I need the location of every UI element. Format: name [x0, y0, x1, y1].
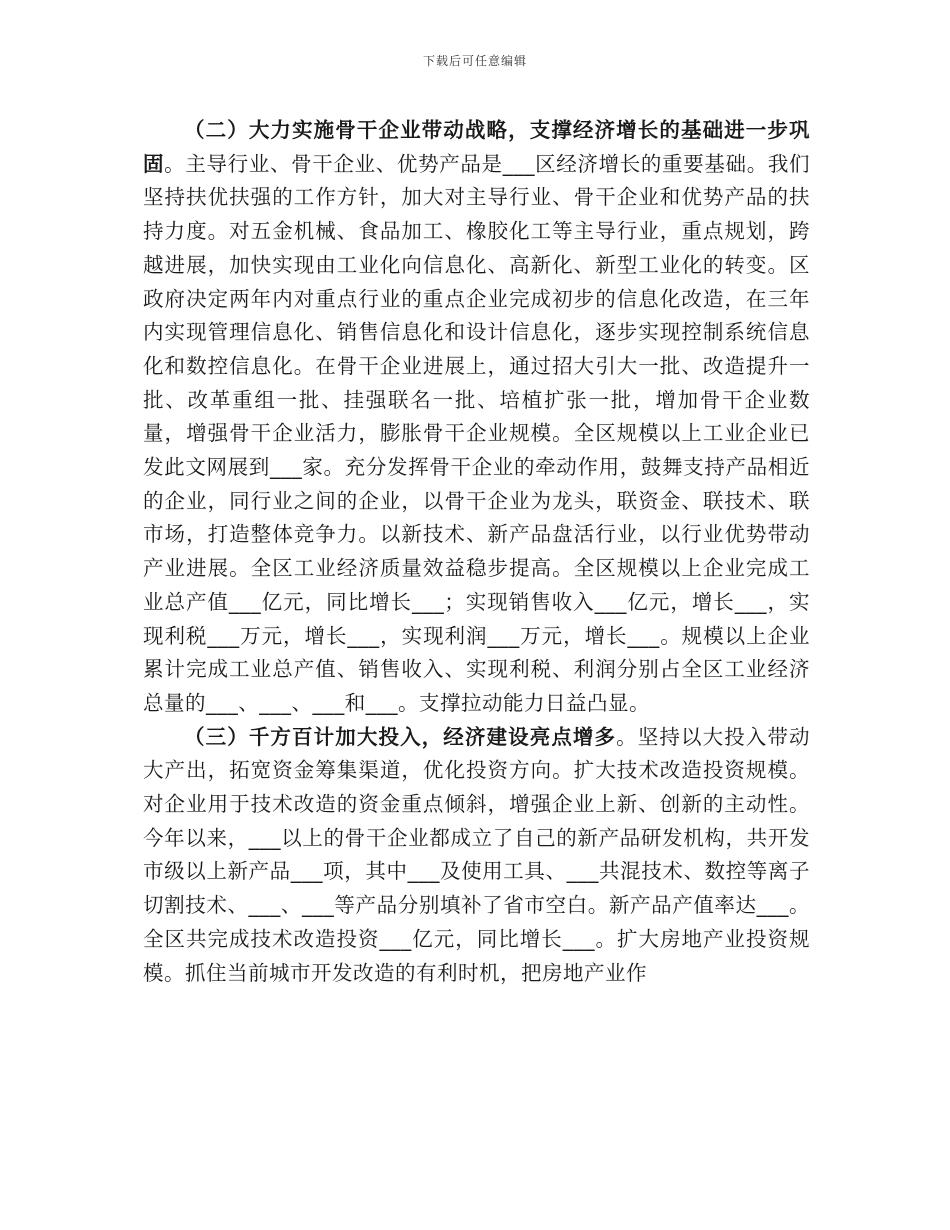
document-body [143, 114, 810, 990]
section-two-paragraph [143, 114, 810, 721]
section-three-body: 。坚持以大投入带动大产出，拓宽资金筹集渠道，优化投资方向。扩大技术改造投资规模。对企业用于技术改造的资金重点倾斜，增强企业上新、创新的主动性。今年以来，___以上的骨干企业都成立了自己的新产品研发机构，共开发市级以上新产品___项，其中___及使用工具、___共混技术、数控等离子切割技术、___、___等产品分别填补了省市空白。新产品产值率达___。全区共完成技术改造投资___亿元，同比增长___。扩大房地产业投资规模。抓住当前城市开发改造的有利时机，把房地产业作 [143, 724, 811, 985]
header-note: 下载后可任意编辑 [422, 54, 527, 68]
section-two-body: 。主导行业、骨干企业、优势产品是___区经济增长的重要基础。我们坚持扶优扶强的工作方针，加大对主导行业、骨干企业和优势产品的扶持力度。对五金机械、食品加工、橡胶化工等主导行业，重点规划，跨越进展，加快实现由工业化向信息化、高新化、新型工业化的转变。区政府决定两年内对重点行业的重点企业完成初步的信息化改造，在三年内实现管理信息化、销售信息化和设计信息化，逐步实现控制系统信息化和数控信息化。在骨干企业进展上，通过招大引大一批、改造提升一批、改革重组一批、挂强联名一批、培植扩张一批，增加骨干企业数量，增强骨干企业活力，膨胀骨干企业规模。全区规模以上工业企业已发此文网展到___家。充分发挥骨干企业的牵动作用，鼓舞支持产品相近的企业，同行业之间的企业，以骨干企业为龙头，联资金、联技术、联市场，打造整体竞争力。以新技术、新产品盘活行业，以行业优势带动产业进展。全区工业经济质量效益稳步提高。全区规模以上企业完成工业总产值___亿元，同比增长___；实现销售收入___亿元，增长___，实现利税___万元，增长___，实现利润___万元，增长___。规模以上企业累计完成工业总产值、销售收入、实现利税、利润分别占全区工业经济总量的___、___、___和___。支撑拉动能力日益凸显。 [143, 151, 811, 715]
section-three-heading: （三）千方百计加大投入，经济建设亮点增多 [184, 724, 617, 749]
section-two-heading: （二）大力实施骨干企业带动战略，支撑经济增长的基础进一步巩固 [143, 118, 810, 176]
section-three-paragraph [143, 721, 810, 991]
